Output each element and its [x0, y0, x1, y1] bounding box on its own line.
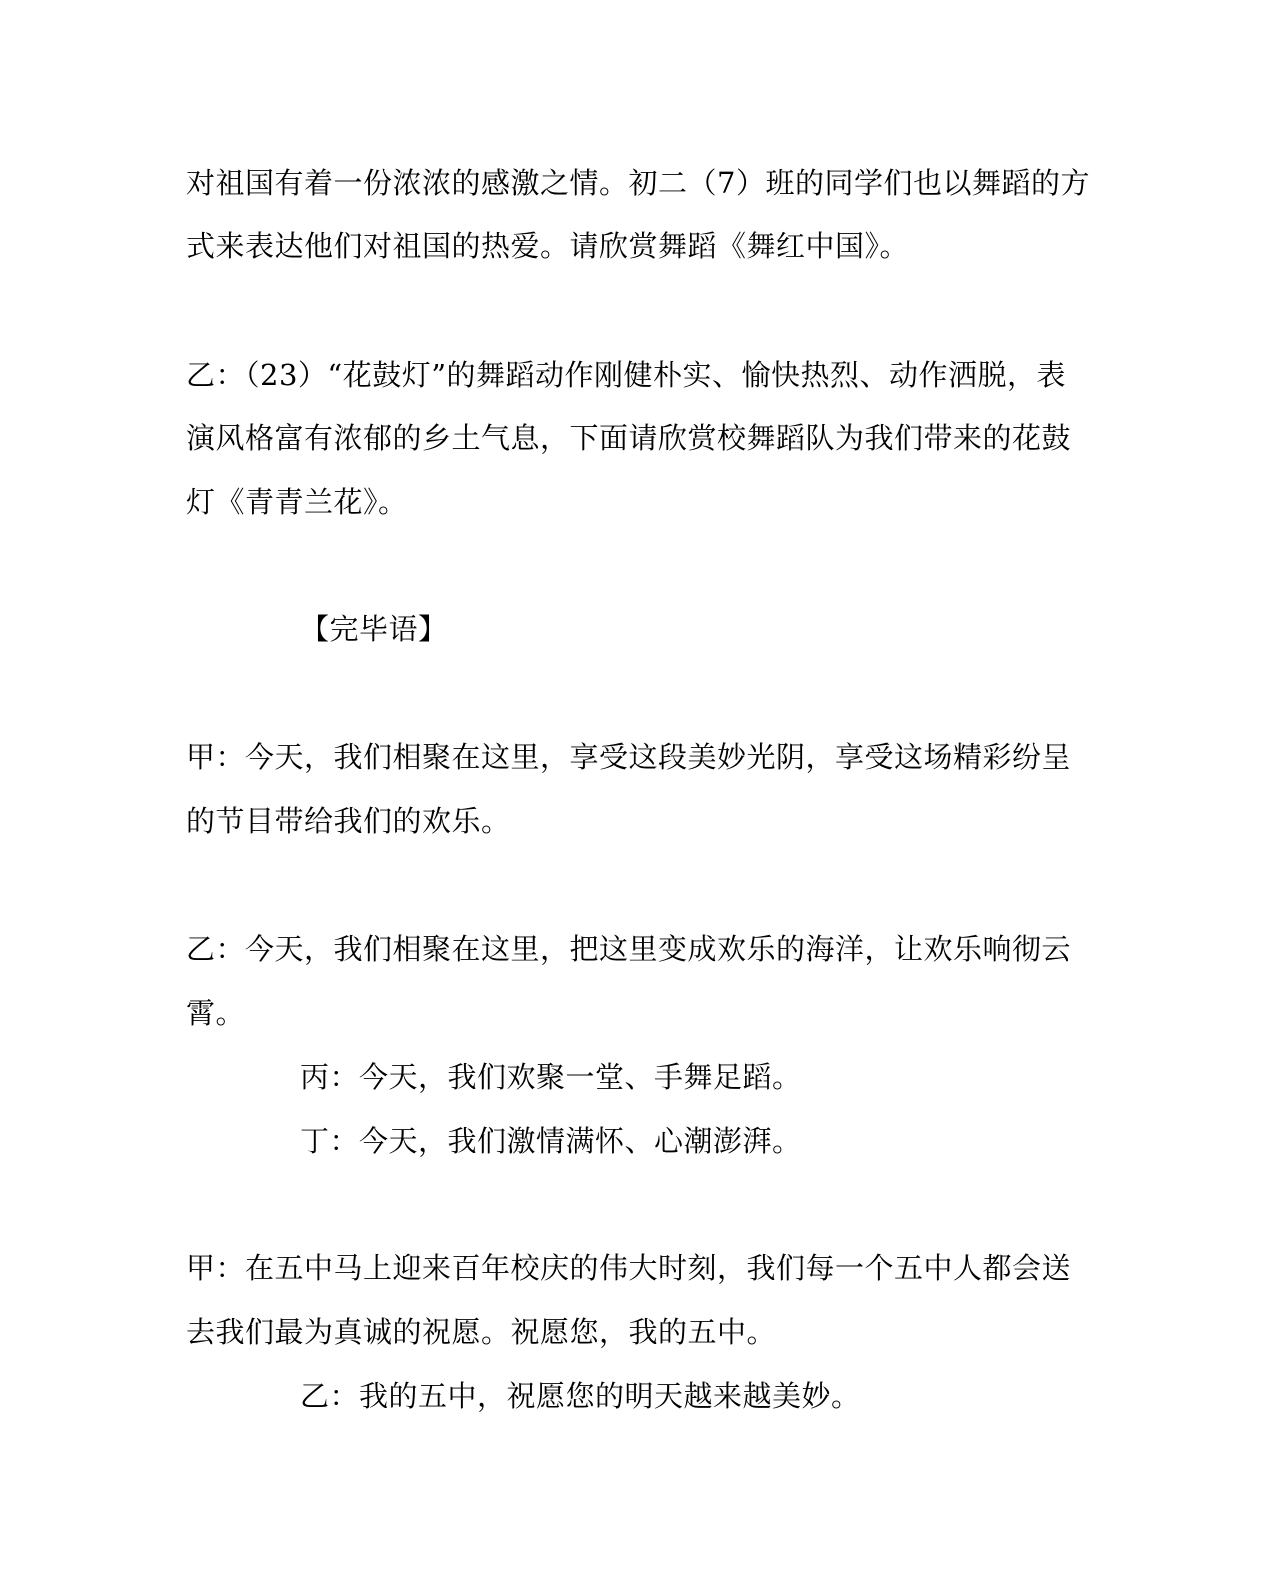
- paragraph-7-line-2: 去我们最为真诚的祝愿。祝愿您，我的五中。: [186, 1315, 777, 1349]
- paragraph-4-line-1: 乙：今天，我们相聚在这里，把这里变成欢乐的海洋，让欢乐响彻云: [186, 932, 1072, 966]
- paragraph-1-line-1: 对祖国有着一份浓浓的感激之情。初二（7）班的同学们也以舞蹈的方: [186, 166, 1090, 200]
- paragraph-4-line-2: 霄。: [186, 996, 246, 1030]
- paragraph-1-line-2: 式来表达他们对祖国的热爱。请欣赏舞蹈《舞红中国》。: [186, 229, 910, 263]
- paragraph-5: 丙：今天，我们欢聚一堂、手舞足蹈。: [300, 1060, 802, 1094]
- section-heading: 【完毕语】: [300, 612, 448, 646]
- paragraph-7-line-1: 甲：在五中马上迎来百年校庆的伟大时刻，我们每一个五中人都会送: [186, 1251, 1072, 1285]
- paragraph-3-line-2: 的节目带给我们的欢乐。: [186, 804, 511, 838]
- paragraph-2-line-1: 乙：（23）“花鼓灯”的舞蹈动作刚健朴实、愉快热烈、动作洒脱，表: [186, 358, 1067, 392]
- paragraph-6: 丁：今天，我们激情满怀、心潮澎湃。: [300, 1124, 802, 1158]
- paragraph-2-line-2: 演风格富有浓郁的乡土气息，下面请欣赏校舞蹈队为我们带来的花鼓: [186, 421, 1072, 455]
- paragraph-3-line-1: 甲：今天，我们相聚在这里，享受这段美妙光阴，享受这场精彩纷呈: [186, 740, 1072, 774]
- paragraph-8: 乙：我的五中，祝愿您的明天越来越美妙。: [300, 1379, 861, 1413]
- paragraph-2-line-3: 灯《青青兰花》。: [186, 485, 408, 519]
